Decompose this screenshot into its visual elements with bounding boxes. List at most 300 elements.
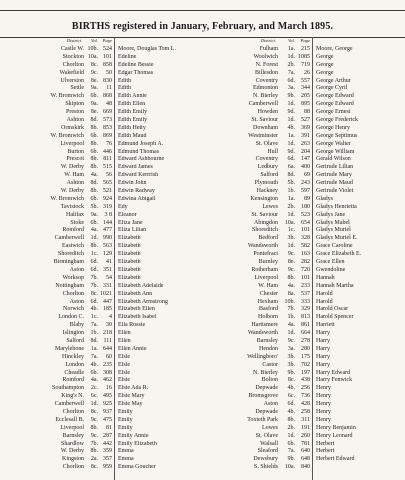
- entry-volume: 6c.: [90, 393, 98, 400]
- entry-district: Bromsgrove: [248, 393, 278, 400]
- entry-district: Chorlton: [62, 290, 84, 297]
- entry-name: Henry Benjamin: [316, 424, 356, 431]
- entry-name: Edeline: [118, 53, 137, 60]
- index-entry-row: [313, 322, 405, 330]
- entry-district: W. Ham: [64, 172, 84, 179]
- index-entry-row: [115, 156, 312, 164]
- entry-page: 319: [103, 203, 112, 210]
- index-entry-row: [115, 433, 312, 441]
- entry-page: 48: [106, 101, 112, 108]
- entry-name: Gladys: [316, 195, 333, 202]
- entry-page: 462: [103, 377, 112, 384]
- entry-district: Ashton: [66, 180, 84, 187]
- index-entry-row: [0, 448, 114, 456]
- entry-page: 144: [103, 219, 112, 226]
- entry-name: Hannah Martha: [316, 282, 354, 289]
- entry-name: Gerald Wilson: [316, 156, 351, 163]
- index-entry-row: [0, 251, 114, 259]
- entry-volume: 8c.: [90, 408, 98, 415]
- index-entry-row: [115, 172, 312, 180]
- entry-district: Hull: [267, 148, 278, 155]
- entry-page: 811: [103, 156, 112, 163]
- entry-name: Harold: [316, 298, 333, 305]
- entry-district: Chorlton: [62, 408, 84, 415]
- entry-name: George Arthur: [316, 77, 351, 84]
- entry-name: Henry: [316, 408, 331, 415]
- entry-page: 895: [301, 101, 310, 108]
- entry-page: 287: [103, 432, 112, 439]
- district-heading: District.: [260, 38, 276, 43]
- entry-volume: 8a.: [287, 290, 295, 297]
- entry-volume: 6b.: [90, 369, 98, 376]
- index-entry-row: [313, 409, 405, 417]
- entry-name: Edwina Abigail: [118, 195, 156, 202]
- index-entry-row: [0, 149, 114, 157]
- index-entry-row: [313, 275, 405, 283]
- entry-district: Aston: [263, 401, 278, 408]
- index-entry-row: [313, 243, 405, 251]
- entry-volume: 1c.: [90, 251, 98, 258]
- index-entry-row: [313, 141, 405, 149]
- entry-name: Emma Goucher: [118, 464, 156, 471]
- entry-volume: 9b.: [287, 369, 295, 376]
- index-entry-row: [313, 314, 405, 322]
- index-entry-row: [115, 227, 312, 235]
- entry-volume: 6a.: [287, 164, 295, 171]
- entry-district: Dewsbury: [253, 456, 278, 463]
- index-entry-row: [0, 330, 114, 338]
- entry-name: Elizabeth Ann: [118, 290, 153, 297]
- index-entry-row: [313, 180, 405, 188]
- entry-page: 69: [304, 172, 310, 179]
- entry-page: 197: [301, 369, 310, 376]
- entry-district: W. Ham: [258, 282, 278, 289]
- entry-page: 447: [103, 298, 112, 305]
- entry-page: 781: [301, 440, 310, 447]
- entry-volume: 8e.: [90, 77, 98, 84]
- entry-name: Elizabeth Adelaide: [118, 282, 164, 289]
- index-entry-row: [0, 235, 114, 243]
- entry-district: Liverpool: [60, 140, 84, 147]
- entry-volume: 10a.: [284, 464, 295, 471]
- index-entry-row: [313, 338, 405, 346]
- index-entry-row: [313, 441, 405, 449]
- entry-volume: 8b.: [90, 156, 98, 163]
- page-title: BIRTHS registered in January, February, and March 1895.: [71, 21, 334, 32]
- index-entry-row: [115, 385, 312, 393]
- index-entry-row: [0, 156, 114, 164]
- entry-name: Harry: [316, 337, 330, 344]
- index-entry-row: [0, 212, 114, 220]
- entry-name: Emily: [118, 408, 133, 415]
- column-1-rows: [0, 46, 114, 472]
- entry-page: 258: [301, 408, 310, 415]
- entry-page: 101: [301, 227, 310, 234]
- entry-name: Ellen Annie: [118, 345, 147, 352]
- entry-name: Harry: [316, 330, 330, 337]
- entry-district: Castle W.: [60, 46, 84, 52]
- entry-name: George Cyril: [316, 85, 348, 92]
- entry-page: 400: [301, 164, 310, 171]
- index-entry-row: [313, 54, 405, 62]
- entry-page: 256: [301, 385, 310, 392]
- entry-district: Barnsley: [256, 337, 278, 344]
- entry-name: Gladys Jane: [316, 211, 346, 218]
- entry-page: 280: [301, 345, 310, 352]
- entry-name: Elizabeth: [118, 251, 141, 258]
- index-entry-row: [313, 78, 405, 86]
- entry-name: Edmund Thomas: [118, 148, 160, 155]
- entry-district: Camberwell: [248, 101, 278, 108]
- entry-name: George William: [316, 148, 355, 155]
- entry-district: Liverpool: [254, 274, 278, 281]
- entry-district: Hinckley: [62, 353, 84, 360]
- index-entry-row: [0, 370, 114, 378]
- entry-volume: 6b.: [90, 132, 98, 139]
- entry-volume: 8c.: [90, 464, 98, 471]
- index-entry-row: [313, 401, 405, 409]
- entry-district: Worksop: [62, 274, 84, 281]
- entry-district: Barnsley: [62, 432, 84, 439]
- entry-page: 4: [109, 314, 112, 321]
- entry-volume: 8d.: [287, 172, 295, 179]
- index-entry-row: [115, 283, 312, 291]
- index-entry-row: [313, 164, 405, 172]
- entry-volume: 1d.: [287, 117, 295, 124]
- entry-district: W. Bromwich: [50, 132, 84, 139]
- index-entry-row: [115, 204, 312, 212]
- entry-volume: 6d.: [287, 156, 295, 163]
- index-entry-row: [0, 109, 114, 117]
- entry-page: 180: [301, 203, 310, 210]
- entry-district: Settle: [70, 85, 84, 92]
- entry-district: Stoke: [70, 219, 84, 226]
- index-entry-row: [313, 93, 405, 101]
- entry-name: Elsie: [118, 377, 130, 384]
- entry-name: George: [316, 53, 334, 60]
- index-entry-row: [313, 299, 405, 307]
- entry-district: Eastwich: [62, 243, 84, 250]
- entry-page: 869: [103, 132, 112, 139]
- entry-page: 959: [103, 464, 112, 471]
- entry-district: Blaby: [69, 322, 84, 329]
- entry-district: Howden: [257, 109, 278, 116]
- entry-name: Elsie: [118, 353, 130, 360]
- entry-district: Burnley: [258, 259, 278, 266]
- index-entry-row: [115, 448, 312, 456]
- entry-page: 76: [106, 140, 112, 147]
- entry-page: 573: [103, 117, 112, 124]
- index-entry-row: [0, 441, 114, 449]
- entry-page: 308: [103, 369, 112, 376]
- index-entry-row: [313, 156, 405, 164]
- entry-volume: 1a.: [287, 132, 295, 139]
- entry-name: George Edward: [316, 101, 354, 108]
- entry-page: 88: [304, 109, 310, 116]
- entry-volume: 8b.: [90, 124, 98, 131]
- entry-name: Edmund Joseph A.: [118, 140, 164, 147]
- entry-volume: 8c.: [90, 61, 98, 68]
- entry-name: Edith: [118, 85, 131, 92]
- index-entry-row: [115, 417, 312, 425]
- entry-district: Pontefract: [253, 251, 278, 258]
- index-entry-row: [115, 267, 312, 275]
- index-entry-row: [313, 417, 405, 425]
- entry-district: Ulverston: [60, 77, 84, 84]
- entry-name: Herbert Edward: [316, 456, 355, 463]
- entry-page: 537: [301, 290, 310, 297]
- vol-heading: Vol.: [287, 38, 295, 43]
- entry-name: Emily Annie: [118, 432, 149, 439]
- entry-district: Liverpool: [60, 424, 84, 431]
- entry-name: Moore, George: [316, 46, 353, 52]
- entry-district: Camberwell: [54, 401, 84, 408]
- entry-volume: 6d.: [287, 77, 295, 84]
- index-entry-row: [313, 227, 405, 235]
- index-entry-row: [115, 149, 312, 157]
- entry-volume: 3b.: [287, 235, 295, 242]
- index-entry-row: [0, 188, 114, 196]
- entry-district: St. Olave: [255, 140, 278, 147]
- entry-name: Harold Oscar: [316, 306, 349, 313]
- index-entry-row: [115, 85, 312, 93]
- entry-name: Harry: [316, 353, 330, 360]
- entry-volume: 8e.: [287, 259, 295, 266]
- column-2: [115, 37, 313, 480]
- entry-volume: 8b.: [90, 188, 98, 195]
- entry-name: Gertrude Maud: [316, 180, 353, 187]
- index-entry-row: [313, 362, 405, 370]
- index-entry-row: [0, 259, 114, 267]
- entry-district: Wandsworth: [247, 243, 278, 250]
- entry-district: W. Derby: [60, 164, 84, 171]
- entry-page: 719: [301, 61, 310, 68]
- entry-name: Edith Maud: [118, 132, 147, 139]
- entry-district: Chorlton: [62, 61, 84, 68]
- entry-volume: 1d.: [90, 235, 98, 242]
- entry-volume: 10b.: [284, 298, 295, 305]
- index-entry-row: [115, 377, 312, 385]
- entry-name: Emily Elizabeth: [118, 440, 157, 447]
- entry-name: Grace Caroline: [316, 243, 353, 250]
- entry-district: Kingston: [61, 456, 84, 463]
- top-rule: [0, 10, 405, 11]
- entry-volume: 6b.: [90, 93, 98, 100]
- entry-page: 442: [103, 440, 112, 447]
- entry-district: Aston: [69, 298, 84, 305]
- index-entry-row: [313, 385, 405, 393]
- entry-page: 1021: [100, 290, 112, 297]
- entry-name: Elizabeth: [118, 259, 141, 266]
- entry-district: Downham: [253, 124, 278, 131]
- entry-volume: 7b.: [90, 440, 98, 447]
- index-entry-row: [313, 172, 405, 180]
- entry-volume: 6d.: [287, 401, 295, 408]
- column-1: [0, 37, 115, 480]
- entry-volume: 4b.: [90, 306, 98, 313]
- index-entry-row: [0, 117, 114, 125]
- entry-page: 654: [301, 219, 310, 226]
- index-entry-row: [115, 291, 312, 299]
- entry-volume: 1a.: [287, 195, 295, 202]
- entry-name: Emily: [118, 416, 133, 423]
- entry-name: Henry: [316, 401, 331, 408]
- entry-volume: 8d.: [90, 180, 98, 187]
- entry-volume: 1a.: [90, 345, 98, 352]
- index-entry-row: [0, 322, 114, 330]
- entry-volume: 2c.: [90, 385, 98, 392]
- entry-district: Wellingboro': [247, 353, 278, 360]
- entry-name: Edith Emily: [118, 117, 148, 124]
- index-entry-row: [0, 275, 114, 283]
- entry-district: Shardlow: [61, 440, 84, 447]
- entry-name: Gladys Mabel: [316, 219, 350, 226]
- entry-page: 215: [301, 46, 310, 52]
- entry-district: Walsall: [260, 440, 278, 447]
- entry-page: 640: [301, 448, 310, 455]
- index-entry-row: [115, 456, 312, 464]
- entry-district: Norwich: [63, 306, 84, 313]
- entry-volume: 8b.: [287, 416, 295, 423]
- entry-district: Salford: [66, 337, 84, 344]
- entry-district: Romford: [62, 227, 84, 234]
- entry-district: Hexham: [257, 298, 278, 305]
- entry-page: 89: [304, 195, 310, 202]
- entry-page: 26: [304, 69, 310, 76]
- entry-name: Harry: [316, 361, 330, 368]
- index-entry-row: [313, 70, 405, 78]
- entry-page: 278: [301, 337, 310, 344]
- index-entry-row: [0, 362, 114, 370]
- entry-volume: 1d.: [287, 211, 295, 218]
- entry-district: Stockton: [62, 53, 84, 60]
- index-entry-row: [313, 46, 405, 54]
- entry-volume: 5b.: [287, 180, 295, 187]
- entry-page: 359: [103, 448, 112, 455]
- entry-name: Gladys Henrietta: [316, 203, 357, 210]
- index-entry-row: [0, 172, 114, 180]
- entry-district: Shoreditch: [252, 227, 278, 234]
- entry-volume: 6b.: [90, 195, 98, 202]
- entry-name: Grace Ellen: [316, 259, 345, 266]
- entry-volume: 8e.: [90, 109, 98, 116]
- entry-name: Eliza Lilian: [118, 227, 147, 234]
- entry-page: 475: [103, 416, 112, 423]
- entry-name: Henry: [316, 393, 331, 400]
- index-entry-row: [115, 322, 312, 330]
- index-entry-row: [115, 393, 312, 401]
- entry-volume: 4b.: [287, 408, 295, 415]
- entry-district: Abingdon: [254, 219, 278, 226]
- entry-page: 840: [301, 464, 310, 471]
- entry-page: 477: [103, 227, 112, 234]
- entry-page: 515: [103, 164, 112, 171]
- index-entry-row: [115, 314, 312, 322]
- entry-page: 664: [301, 330, 310, 337]
- entry-page: 937: [103, 408, 112, 415]
- index-entry-row: [115, 180, 312, 188]
- index-entry-row: [313, 204, 405, 212]
- entry-name: Emma: [118, 456, 134, 463]
- entry-page: 260: [301, 432, 310, 439]
- entry-page: 282: [301, 259, 310, 266]
- entry-volume: 9c.: [90, 432, 98, 439]
- entry-volume: 8b.: [90, 164, 98, 171]
- entry-volume: 7b.: [90, 282, 98, 289]
- entry-district: Burton: [67, 148, 84, 155]
- entry-name: Edy: [118, 203, 128, 210]
- index-entry-row: [115, 220, 312, 228]
- index-entry-row: [0, 299, 114, 307]
- index-entry-row: [115, 370, 312, 378]
- entry-district: Rotherham: [251, 266, 278, 273]
- vol-heading: Vol.: [90, 38, 98, 43]
- entry-volume: 2b.: [287, 424, 295, 431]
- entry-district: London: [65, 361, 84, 368]
- entry-volume: 9d.: [287, 109, 295, 116]
- entry-district: Southampton: [51, 385, 84, 392]
- index-entry-row: [115, 306, 312, 314]
- index-entry-row: [115, 243, 312, 251]
- entry-volume: 7b.: [287, 306, 295, 313]
- entry-page: 557: [301, 77, 310, 84]
- index-entry-row: [0, 409, 114, 417]
- index-entry-row: [115, 259, 312, 267]
- index-entry-row: [115, 62, 312, 70]
- entry-district: Prescot: [66, 156, 84, 163]
- entry-page: 329: [301, 306, 310, 313]
- entry-page: 669: [103, 109, 112, 116]
- entry-district: Depwade: [255, 408, 278, 415]
- entry-volume: 8b.: [90, 424, 98, 431]
- index-entry-row: [115, 93, 312, 101]
- entry-volume: 3b.: [287, 353, 295, 360]
- entry-name: Eliza Jane: [118, 219, 143, 226]
- entry-volume: 4b.: [287, 385, 295, 392]
- entry-name: Gwendoline: [316, 266, 346, 273]
- entry-district: Woolwich: [253, 53, 278, 60]
- entry-volume: 4b.: [90, 361, 98, 368]
- entry-page: 16: [106, 385, 112, 392]
- entry-district: Coventry: [255, 156, 278, 163]
- entry-name: Henry: [316, 385, 331, 392]
- entry-district: Kensington: [250, 195, 278, 202]
- index-entry-row: [0, 417, 114, 425]
- index-entry-row: [0, 141, 114, 149]
- entry-name: Harold Spencer: [316, 314, 354, 321]
- index-entry-row: [115, 212, 312, 220]
- entry-volume: 9b.: [287, 456, 295, 463]
- index-entry-row: [313, 354, 405, 362]
- index-entry-row: [115, 235, 312, 243]
- entry-volume: 1b.: [287, 314, 295, 321]
- entry-name: Elizabeth: [118, 243, 141, 250]
- entry-district: Sleaford: [257, 448, 278, 455]
- index-entry-row: [0, 227, 114, 235]
- entry-name: Edith Emily: [118, 109, 148, 116]
- entry-name: Edeline Bessie: [118, 61, 154, 68]
- entry-volume: 9c.: [287, 251, 295, 258]
- entry-page: 868: [103, 93, 112, 100]
- entry-name: Elizabeth: [118, 274, 141, 281]
- index-entry-row: [0, 425, 114, 433]
- entry-volume: 1d.: [287, 432, 295, 439]
- index-entry-row: [0, 70, 114, 78]
- entry-volume: 3a.: [287, 85, 295, 92]
- index-entry-row: [313, 133, 405, 141]
- entry-district: Islington: [62, 330, 84, 337]
- entry-volume: 4b.: [287, 124, 295, 131]
